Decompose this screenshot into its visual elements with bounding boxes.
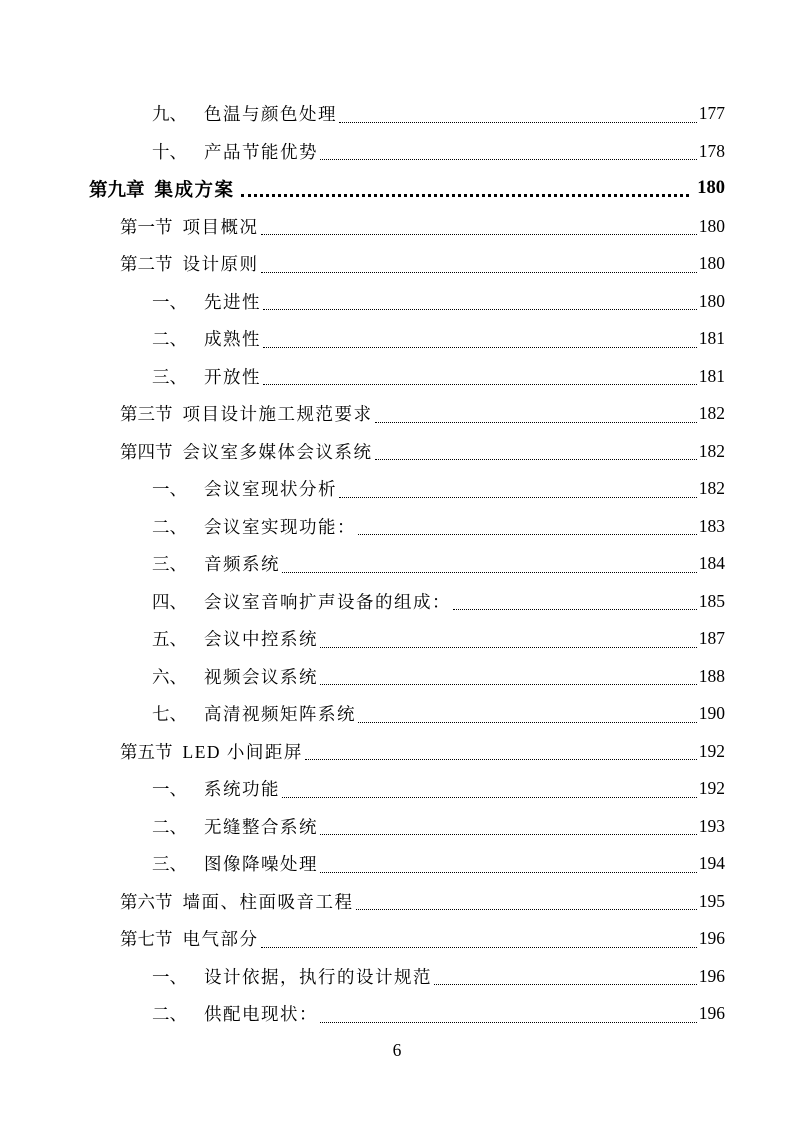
- toc-entry-title: 会议室现状分析: [204, 479, 337, 500]
- toc-entry-page: 184: [698, 553, 725, 574]
- toc-entry-title: 会议室多媒体会议系统: [182, 441, 373, 462]
- toc-entry-page: 180: [697, 178, 725, 199]
- toc-entry-title: 视频会议系统: [204, 666, 318, 687]
- toc-subsection-entry[interactable]: [0, 845, 794, 883]
- toc-entry-page: 177: [698, 103, 725, 124]
- toc-section-entry[interactable]: [0, 883, 794, 921]
- toc-entry-number: 第二节: [120, 254, 173, 275]
- toc-entry-number: 第九章: [89, 180, 145, 201]
- toc-subsection-entry[interactable]: [0, 508, 794, 546]
- toc-section-entry[interactable]: [0, 920, 794, 958]
- toc-entry-number: 四、: [152, 591, 187, 612]
- toc-dot-leader: [261, 272, 697, 273]
- toc-dot-leader: [320, 647, 697, 648]
- toc-dot-leader: [282, 797, 697, 798]
- toc-entry-title: LED 小间距屏: [182, 741, 303, 762]
- toc-entry-number: 十、: [152, 141, 187, 162]
- toc-subsection-entry[interactable]: [0, 583, 794, 621]
- toc-entry-number: 一、: [152, 291, 187, 312]
- toc-entry-page: 192: [698, 778, 725, 799]
- toc-entry-page: 178: [698, 140, 725, 161]
- toc-entry-number: 一、: [152, 479, 187, 500]
- toc-entry-number: 第三节: [120, 404, 173, 425]
- toc-dot-leader: [261, 947, 697, 948]
- toc-entry-title: 集成方案: [154, 180, 235, 201]
- toc-dot-leader: [375, 459, 697, 460]
- toc-section-entry[interactable]: [0, 245, 794, 283]
- toc-entry-title: 墙面、柱面吸音工程: [182, 891, 354, 912]
- toc-entry-page: 182: [698, 478, 725, 499]
- toc-dot-leader: [453, 609, 697, 610]
- toc-dot-leader: [261, 234, 697, 235]
- toc-entry-page: 195: [698, 890, 725, 911]
- toc-dot-leader: [305, 759, 697, 760]
- toc-entry-title: 项目设计施工规范要求: [182, 404, 373, 425]
- toc-entry-page: 180: [698, 215, 725, 236]
- toc-entry-page: 180: [698, 253, 725, 274]
- toc-entry-number: 六、: [152, 666, 187, 687]
- page-number: 6: [392, 1040, 402, 1060]
- toc-entry-title: 开放性: [204, 366, 261, 387]
- toc-dot-leader: [434, 984, 697, 985]
- toc-entry-page: 196: [698, 1003, 725, 1024]
- toc-entry-page: 181: [698, 328, 725, 349]
- toc-entry-title: 会议室实现功能：: [204, 516, 356, 537]
- toc-entry-page: 182: [698, 440, 725, 461]
- toc-dot-leader: [282, 572, 697, 573]
- toc-subsection-entry[interactable]: [0, 995, 794, 1033]
- toc-dot-leader: [375, 422, 697, 423]
- toc-entry-number: 三、: [152, 554, 187, 575]
- toc-entry-number: 一、: [152, 779, 187, 800]
- toc-entry-title: 项目概况: [182, 216, 259, 237]
- toc-subsection-entry[interactable]: [0, 133, 794, 171]
- toc-entry-title: 会议中控系统: [204, 629, 318, 650]
- toc-entry-number: 第五节: [120, 741, 173, 762]
- toc-subsection-entry[interactable]: [0, 695, 794, 733]
- toc-dot-leader: [356, 909, 697, 910]
- toc-entry-page: 196: [698, 928, 725, 949]
- toc-entry-page: 185: [698, 590, 725, 611]
- toc-dot-leader: [358, 534, 697, 535]
- toc-dot-leader: [263, 384, 697, 385]
- toc-entry-number: 五、: [152, 629, 187, 650]
- toc-subsection-entry[interactable]: [0, 470, 794, 508]
- toc-entry-title: 色温与颜色处理: [204, 104, 337, 125]
- toc-subsection-entry[interactable]: [0, 545, 794, 583]
- toc-subsection-entry[interactable]: [0, 620, 794, 658]
- toc-subsection-entry[interactable]: [0, 320, 794, 358]
- table-of-contents: [0, 95, 794, 1033]
- toc-entry-number: 二、: [152, 1004, 187, 1025]
- toc-section-entry[interactable]: [0, 395, 794, 433]
- toc-entry-number: 九、: [152, 104, 187, 125]
- toc-entry-page: 190: [698, 703, 725, 724]
- toc-entry-page: 187: [698, 628, 725, 649]
- toc-entry-number: 二、: [152, 329, 187, 350]
- toc-entry-number: 三、: [152, 366, 187, 387]
- toc-entry-title: 先进性: [204, 291, 261, 312]
- toc-dot-leader: [320, 684, 697, 685]
- toc-entry-title: 图像降噪处理: [204, 854, 318, 875]
- toc-dot-leader: [320, 834, 697, 835]
- toc-entry-page: 194: [698, 853, 725, 874]
- toc-section-entry[interactable]: [0, 733, 794, 771]
- toc-dot-leader: [320, 159, 697, 160]
- toc-subsection-entry[interactable]: [0, 808, 794, 846]
- toc-entry-number: 二、: [152, 816, 187, 837]
- toc-entry-page: 193: [698, 815, 725, 836]
- toc-entry-page: 192: [698, 740, 725, 761]
- toc-entry-page: 183: [698, 515, 725, 536]
- toc-entry-number: 第四节: [120, 441, 173, 462]
- toc-subsection-entry[interactable]: [0, 95, 794, 133]
- toc-entry-number: 第七节: [120, 929, 173, 950]
- toc-subsection-entry[interactable]: [0, 283, 794, 321]
- toc-entry-number: 一、: [152, 966, 187, 987]
- toc-entry-page: 188: [698, 665, 725, 686]
- toc-chapter-entry[interactable]: [0, 170, 794, 208]
- toc-dot-leader: [263, 309, 697, 310]
- toc-entry-page: 181: [698, 365, 725, 386]
- toc-entry-title: 设计原则: [182, 254, 259, 275]
- toc-entry-number: 第六节: [120, 891, 173, 912]
- toc-dot-leader: [339, 122, 697, 123]
- toc-entry-title: 会议室音响扩声设备的组成：: [204, 591, 451, 612]
- toc-entry-page: 182: [698, 403, 725, 424]
- toc-entry-page: 180: [698, 290, 725, 311]
- toc-dot-leader: [241, 194, 690, 197]
- toc-entry-title: 音频系统: [204, 554, 280, 575]
- toc-section-entry[interactable]: [0, 208, 794, 246]
- toc-entry-number: 三、: [152, 854, 187, 875]
- toc-entry-title: 系统功能: [204, 779, 280, 800]
- toc-entry-title: 成熟性: [204, 329, 261, 350]
- toc-subsection-entry[interactable]: [0, 770, 794, 808]
- toc-entry-title: 高清视频矩阵系统: [204, 704, 356, 725]
- toc-dot-leader: [358, 722, 697, 723]
- toc-entry-title: 产品节能优势: [204, 141, 318, 162]
- toc-entry-number: 第一节: [120, 216, 173, 237]
- toc-section-entry[interactable]: [0, 433, 794, 471]
- toc-entry-title: 设计依据，执行的设计规范: [204, 966, 432, 987]
- toc-subsection-entry[interactable]: [0, 958, 794, 996]
- toc-entry-number: 七、: [152, 704, 187, 725]
- toc-dot-leader: [320, 1022, 697, 1023]
- toc-entry-title: 电气部分: [182, 929, 259, 950]
- toc-dot-leader: [263, 347, 697, 348]
- toc-entry-title: 无缝整合系统: [204, 816, 318, 837]
- toc-entry-number: 二、: [152, 516, 187, 537]
- toc-dot-leader: [320, 872, 697, 873]
- toc-entry-page: 196: [698, 965, 725, 986]
- toc-entry-title: 供配电现状：: [204, 1004, 318, 1025]
- toc-subsection-entry[interactable]: [0, 358, 794, 396]
- toc-dot-leader: [339, 497, 697, 498]
- toc-subsection-entry[interactable]: [0, 658, 794, 696]
